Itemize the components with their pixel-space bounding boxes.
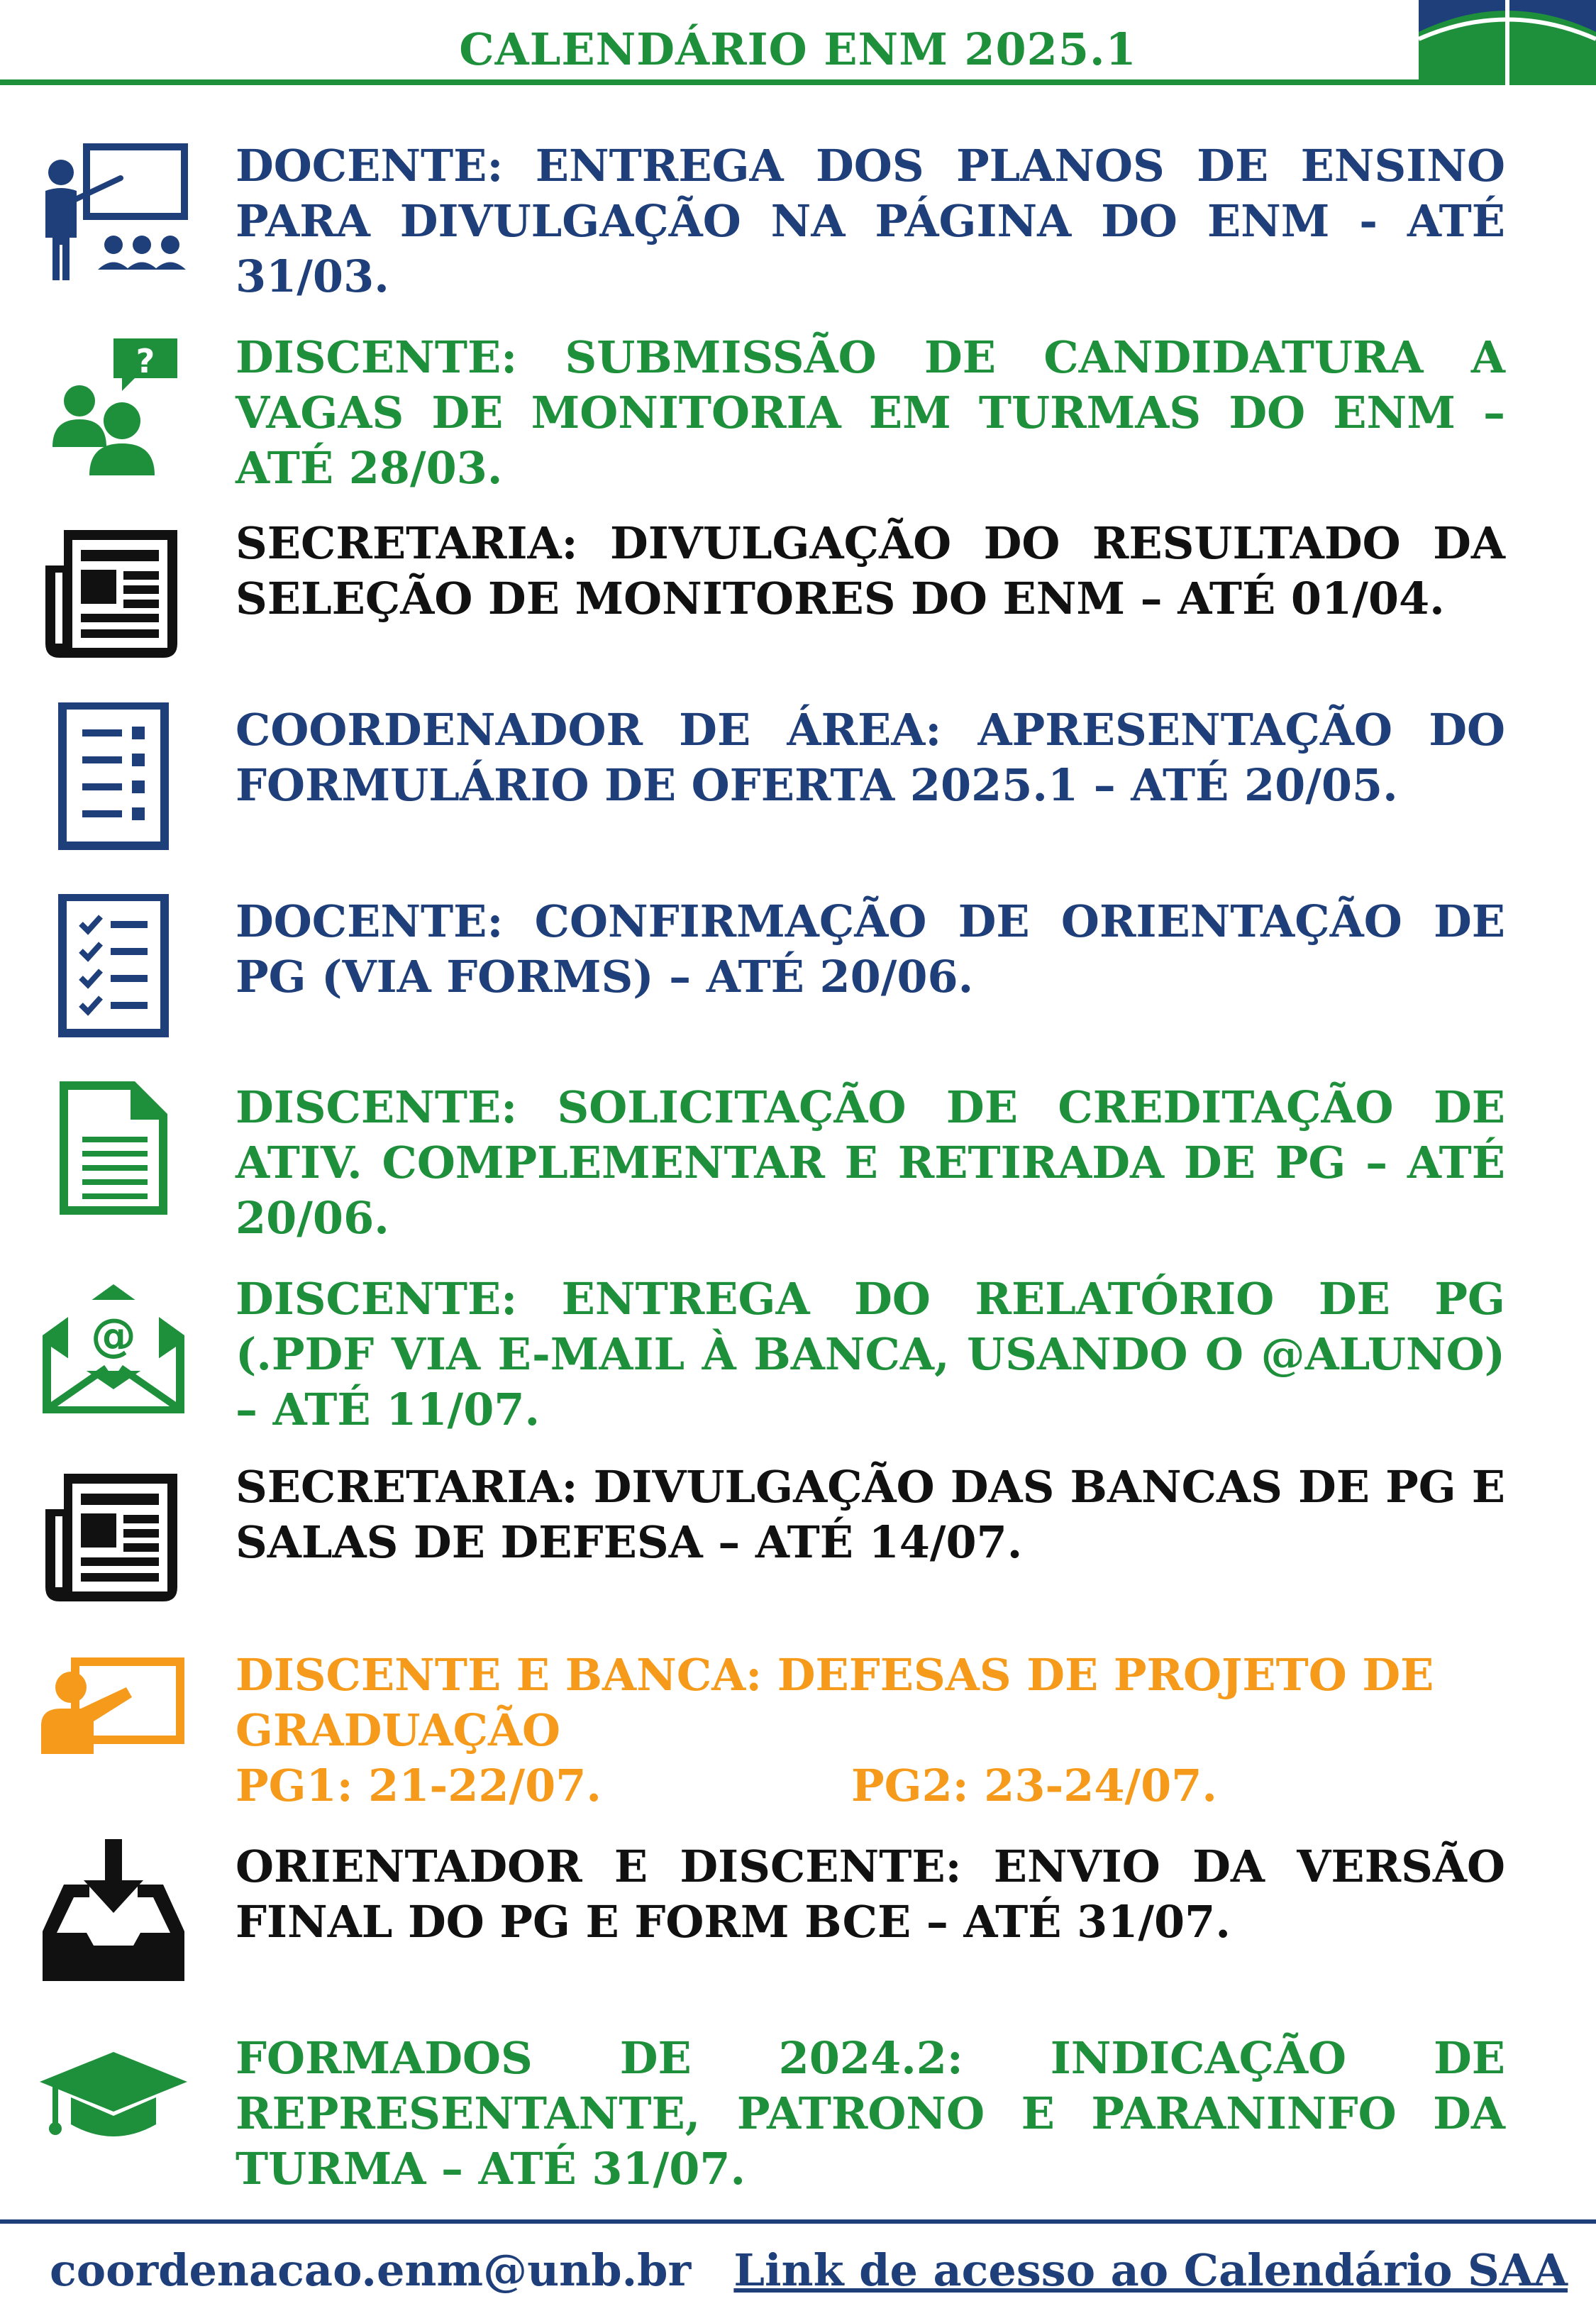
graduation-cap-icon bbox=[35, 2031, 192, 2187]
calendar-link[interactable]: Link de acesso ao Calendário SAA bbox=[733, 2244, 1568, 2296]
document-icon bbox=[35, 1080, 192, 1236]
inbox-download-icon bbox=[35, 1839, 192, 1995]
item-text: FORMADOS DE 2024.2: INDICAÇÃO DE REPRESENTANTE, PATRONO E PARANINFO DA TURMA – ATÉ 31/07. bbox=[235, 2032, 1505, 2195]
header-divider bbox=[0, 79, 1596, 85]
item-text: DISCENTE: SUBMISSÃO DE CANDIDATURA A VAGAS DE MONITORIA EM TURMAS DO ENM – ATÉ 28/03. bbox=[235, 331, 1505, 494]
item-text: SECRETARIA: DIVULGAÇÃO DAS BANCAS DE PG E SALAS DE DEFESA – ATÉ 14/07. bbox=[235, 1461, 1505, 1568]
item-text: ORIENTADOR E DISCENTE: ENVIO DA VERSÃO FINAL DO PG E FORM BCE – ATÉ 31/07. bbox=[235, 1841, 1505, 1948]
list-item bbox=[0, 2031, 1596, 2194]
pg2-dates: PG2: 23-24/07. bbox=[851, 1760, 1217, 1811]
list-item bbox=[0, 1460, 1596, 1623]
svg-text:?: ? bbox=[135, 342, 155, 380]
list-item bbox=[0, 138, 1596, 302]
list-item bbox=[0, 1648, 1596, 1811]
list-item bbox=[0, 516, 1596, 679]
item-text: DISCENTE: SOLICITAÇÃO DE CREDITAÇÃO DE ATIV. COMPLEMENTAR E RETIRADA DE PG – ATÉ 20/06. bbox=[235, 1081, 1505, 1244]
item-text: DISCENTE: ENTREGA DO RELATÓRIO DE PG (.PDF VIA E-MAIL À BANCA, USANDO O @ALUNO) – ATÉ 11/07. bbox=[235, 1273, 1505, 1435]
page-title: CALENDÁRIO ENM 2025.1 bbox=[459, 23, 1137, 75]
svg-text:@: @ bbox=[91, 1310, 136, 1362]
list-item bbox=[0, 702, 1596, 866]
teacher-presentation-icon bbox=[35, 138, 192, 294]
list-item bbox=[0, 1839, 1596, 2002]
item-text: DOCENTE: CONFIRMAÇÃO DE ORIENTAÇÃO DE PG (VIA FORMS) – ATÉ 20/06. bbox=[235, 895, 1505, 1003]
list-item bbox=[0, 330, 1596, 493]
contact-email[interactable]: coordenacao.enm@unb.br bbox=[50, 2244, 692, 2296]
list-form-icon bbox=[35, 702, 192, 859]
newspaper-icon bbox=[35, 516, 192, 672]
newspaper-icon bbox=[35, 1460, 192, 1616]
checklist-icon bbox=[35, 894, 192, 1050]
item-heading: DISCENTE E BANCA: DEFESAS DE PROJETO DE GRADUAÇÃO bbox=[235, 1649, 1434, 1756]
question-users-icon bbox=[35, 330, 192, 486]
item-text bbox=[235, 1648, 1505, 1814]
list-item bbox=[0, 1080, 1596, 1243]
footer-divider bbox=[0, 2219, 1596, 2224]
item-text: DOCENTE: ENTREGA DOS PLANOS DE ENSINO PARA DIVULGAÇÃO NA PÁGINA DO ENM - ATÉ 31/03. bbox=[235, 140, 1505, 302]
unb-logo bbox=[1419, 0, 1596, 85]
list-item bbox=[0, 894, 1596, 1057]
pg1-dates: PG1: 21-22/07. bbox=[235, 1760, 602, 1811]
item-text: COORDENADOR DE ÁREA: APRESENTAÇÃO DO FORMULÁRIO DE OFERTA 2025.1 – ATÉ 20/05. bbox=[235, 704, 1505, 811]
email-envelope-icon bbox=[35, 1271, 192, 1428]
list-item bbox=[0, 1271, 1596, 1435]
presenter-board-icon bbox=[35, 1648, 192, 1804]
item-text: SECRETARIA: DIVULGAÇÃO DO RESULTADO DA SELEÇÃO DE MONITORES DO ENM – ATÉ 01/04. bbox=[235, 517, 1505, 624]
